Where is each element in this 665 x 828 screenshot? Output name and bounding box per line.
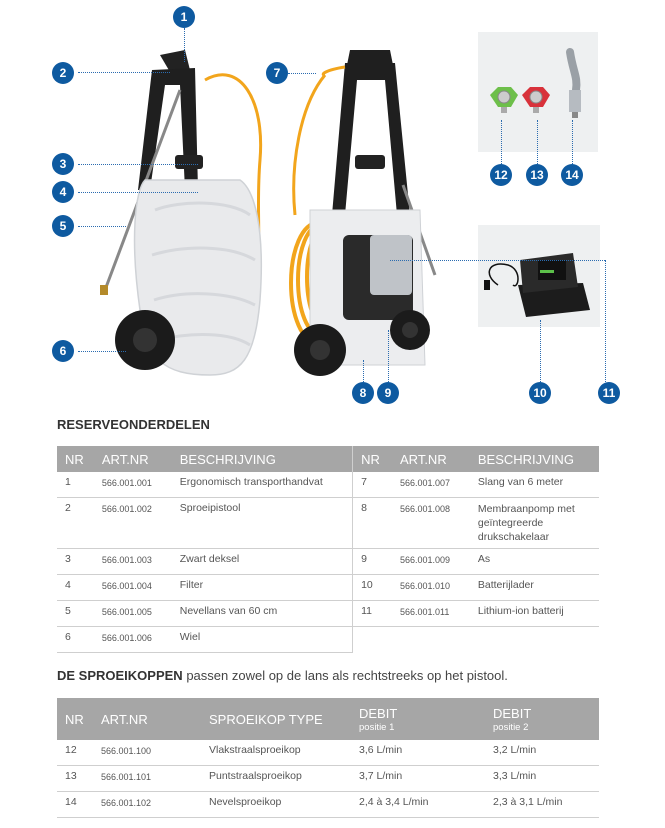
cell-nr: 14 <box>57 792 93 818</box>
leader-line <box>540 320 541 382</box>
col-nr: NR <box>353 446 392 472</box>
empty-cell <box>353 627 392 653</box>
table-row <box>57 575 599 601</box>
col-debit-1 <box>351 698 485 740</box>
cell-description: Wiel <box>172 627 353 653</box>
leader-line <box>288 73 316 74</box>
cell-type: Vlakstraalsproeikop <box>201 740 351 766</box>
table-header-row <box>57 446 599 472</box>
debit-1-label: DEBIT <box>359 705 398 721</box>
callout-badge-10: 10 <box>529 382 551 404</box>
callout-badge-2: 2 <box>52 62 74 84</box>
cell-type: Puntstraalsproeikop <box>201 766 351 792</box>
cell-description: Nevellans van 60 cm <box>172 601 353 627</box>
cell-artnr: 566.001.001 <box>94 472 172 498</box>
callout-badge-3: 3 <box>52 153 74 175</box>
empty-cell <box>392 627 470 653</box>
leader-line <box>78 226 126 227</box>
nozzles-table <box>57 698 599 818</box>
cell-nr: 10 <box>353 575 392 601</box>
leader-line <box>78 351 126 352</box>
table-header-row <box>57 698 599 740</box>
nozzles-intro-text: passen zowel op de lans als rechtstreeks op het pistool. <box>182 668 508 683</box>
callout-badge-4: 4 <box>52 181 74 203</box>
cell-artnr: 566.001.005 <box>94 601 172 627</box>
table-row <box>57 472 599 498</box>
cell-description: Sproeipistool <box>172 498 353 549</box>
callout-badge-11: 11 <box>598 382 620 404</box>
cell-description: Membraanpomp met geïntegreerde drukschakelaar <box>470 498 599 549</box>
debit-2-sub: positie 2 <box>493 721 529 733</box>
cell-artnr: 566.001.009 <box>392 549 470 575</box>
cell-nr: 12 <box>57 740 93 766</box>
leader-line <box>501 120 502 164</box>
cell-description: Zwart deksel <box>172 549 353 575</box>
cell-artnr: 566.001.011 <box>392 601 470 627</box>
nozzles-intro-bold: DE SPROEIKOPPEN <box>57 668 183 683</box>
cell-artnr: 566.001.002 <box>94 498 172 549</box>
cell-debit-2: 3,2 L/min <box>485 740 599 766</box>
leader-line <box>572 120 573 164</box>
cell-debit-2: 2,3 à 3,1 L/min <box>485 792 599 818</box>
cell-nr: 11 <box>353 601 392 627</box>
table-row <box>57 549 599 575</box>
table-row <box>57 627 599 653</box>
col-debit-2 <box>485 698 599 740</box>
cell-nr: 1 <box>57 472 94 498</box>
leader-line <box>78 164 198 165</box>
charger-battery-illustration <box>478 225 600 327</box>
spare-parts-title: RESERVEONDERDELEN <box>57 417 210 432</box>
cell-nr: 13 <box>57 766 93 792</box>
cell-artnr: 566.001.102 <box>93 792 201 818</box>
cell-nr: 3 <box>57 549 94 575</box>
nozzle-illustration <box>478 32 598 152</box>
cell-type: Nevelsproeikop <box>201 792 351 818</box>
col-type: SPROEIKOP TYPE <box>201 698 351 740</box>
leader-line <box>78 192 198 193</box>
table-row <box>57 601 599 627</box>
cell-description: Slang van 6 meter <box>470 472 599 498</box>
empty-cell <box>470 627 599 653</box>
cell-description: Lithium-ion batterij <box>470 601 599 627</box>
spare-parts-table <box>57 446 599 653</box>
callout-badge-13: 13 <box>526 164 548 186</box>
leader-line <box>363 360 364 382</box>
col-nr: NR <box>57 698 93 740</box>
debit-2-label: DEBIT <box>493 705 532 721</box>
cell-debit-1: 3,6 L/min <box>351 740 485 766</box>
cell-artnr: 566.001.007 <box>392 472 470 498</box>
sprayer-front-illustration <box>90 40 280 385</box>
callout-badge-7: 7 <box>266 62 288 84</box>
cell-artnr: 566.001.003 <box>94 549 172 575</box>
cell-debit-2: 3,3 L/min <box>485 766 599 792</box>
callout-badge-8: 8 <box>352 382 374 404</box>
table-row <box>57 792 599 818</box>
cell-description: As <box>470 549 599 575</box>
leader-line <box>184 28 185 62</box>
debit-1-sub: positie 1 <box>359 721 395 733</box>
cell-nr: 7 <box>353 472 392 498</box>
table-row <box>57 766 599 792</box>
table-row <box>57 498 599 549</box>
col-artnr: ART.NR <box>392 446 470 472</box>
sprayer-rear-illustration <box>285 45 450 385</box>
cell-artnr: 566.001.100 <box>93 740 201 766</box>
table-row <box>57 740 599 766</box>
callout-badge-6: 6 <box>52 340 74 362</box>
cell-artnr: 566.001.006 <box>94 627 172 653</box>
nozzles-intro <box>57 668 508 683</box>
cell-artnr: 566.001.010 <box>392 575 470 601</box>
cell-artnr: 566.001.101 <box>93 766 201 792</box>
cell-description: Batterijlader <box>470 575 599 601</box>
cell-debit-1: 3,7 L/min <box>351 766 485 792</box>
leader-line <box>537 120 538 164</box>
cell-nr: 5 <box>57 601 94 627</box>
cell-nr: 8 <box>353 498 392 549</box>
col-description: BESCHRIJVING <box>172 446 353 472</box>
col-nr: NR <box>57 446 94 472</box>
callout-badge-1: 1 <box>173 6 195 28</box>
col-artnr: ART.NR <box>93 698 201 740</box>
callout-badge-12: 12 <box>490 164 512 186</box>
col-artnr: ART.NR <box>94 446 172 472</box>
cell-artnr: 566.001.004 <box>94 575 172 601</box>
cell-debit-1: 2,4 à 3,4 L/min <box>351 792 485 818</box>
cell-nr: 6 <box>57 627 94 653</box>
callout-badge-9: 9 <box>377 382 399 404</box>
cell-nr: 4 <box>57 575 94 601</box>
cell-description: Filter <box>172 575 353 601</box>
leader-line <box>78 72 170 73</box>
cell-artnr: 566.001.008 <box>392 498 470 549</box>
cell-description: Ergonomisch transporthandvat <box>172 472 353 498</box>
leader-line <box>390 260 605 261</box>
cell-nr: 9 <box>353 549 392 575</box>
col-description: BESCHRIJVING <box>470 446 599 472</box>
leader-line <box>605 260 606 382</box>
cell-nr: 2 <box>57 498 94 549</box>
leader-line <box>388 330 389 382</box>
callout-badge-14: 14 <box>561 164 583 186</box>
callout-badge-5: 5 <box>52 215 74 237</box>
